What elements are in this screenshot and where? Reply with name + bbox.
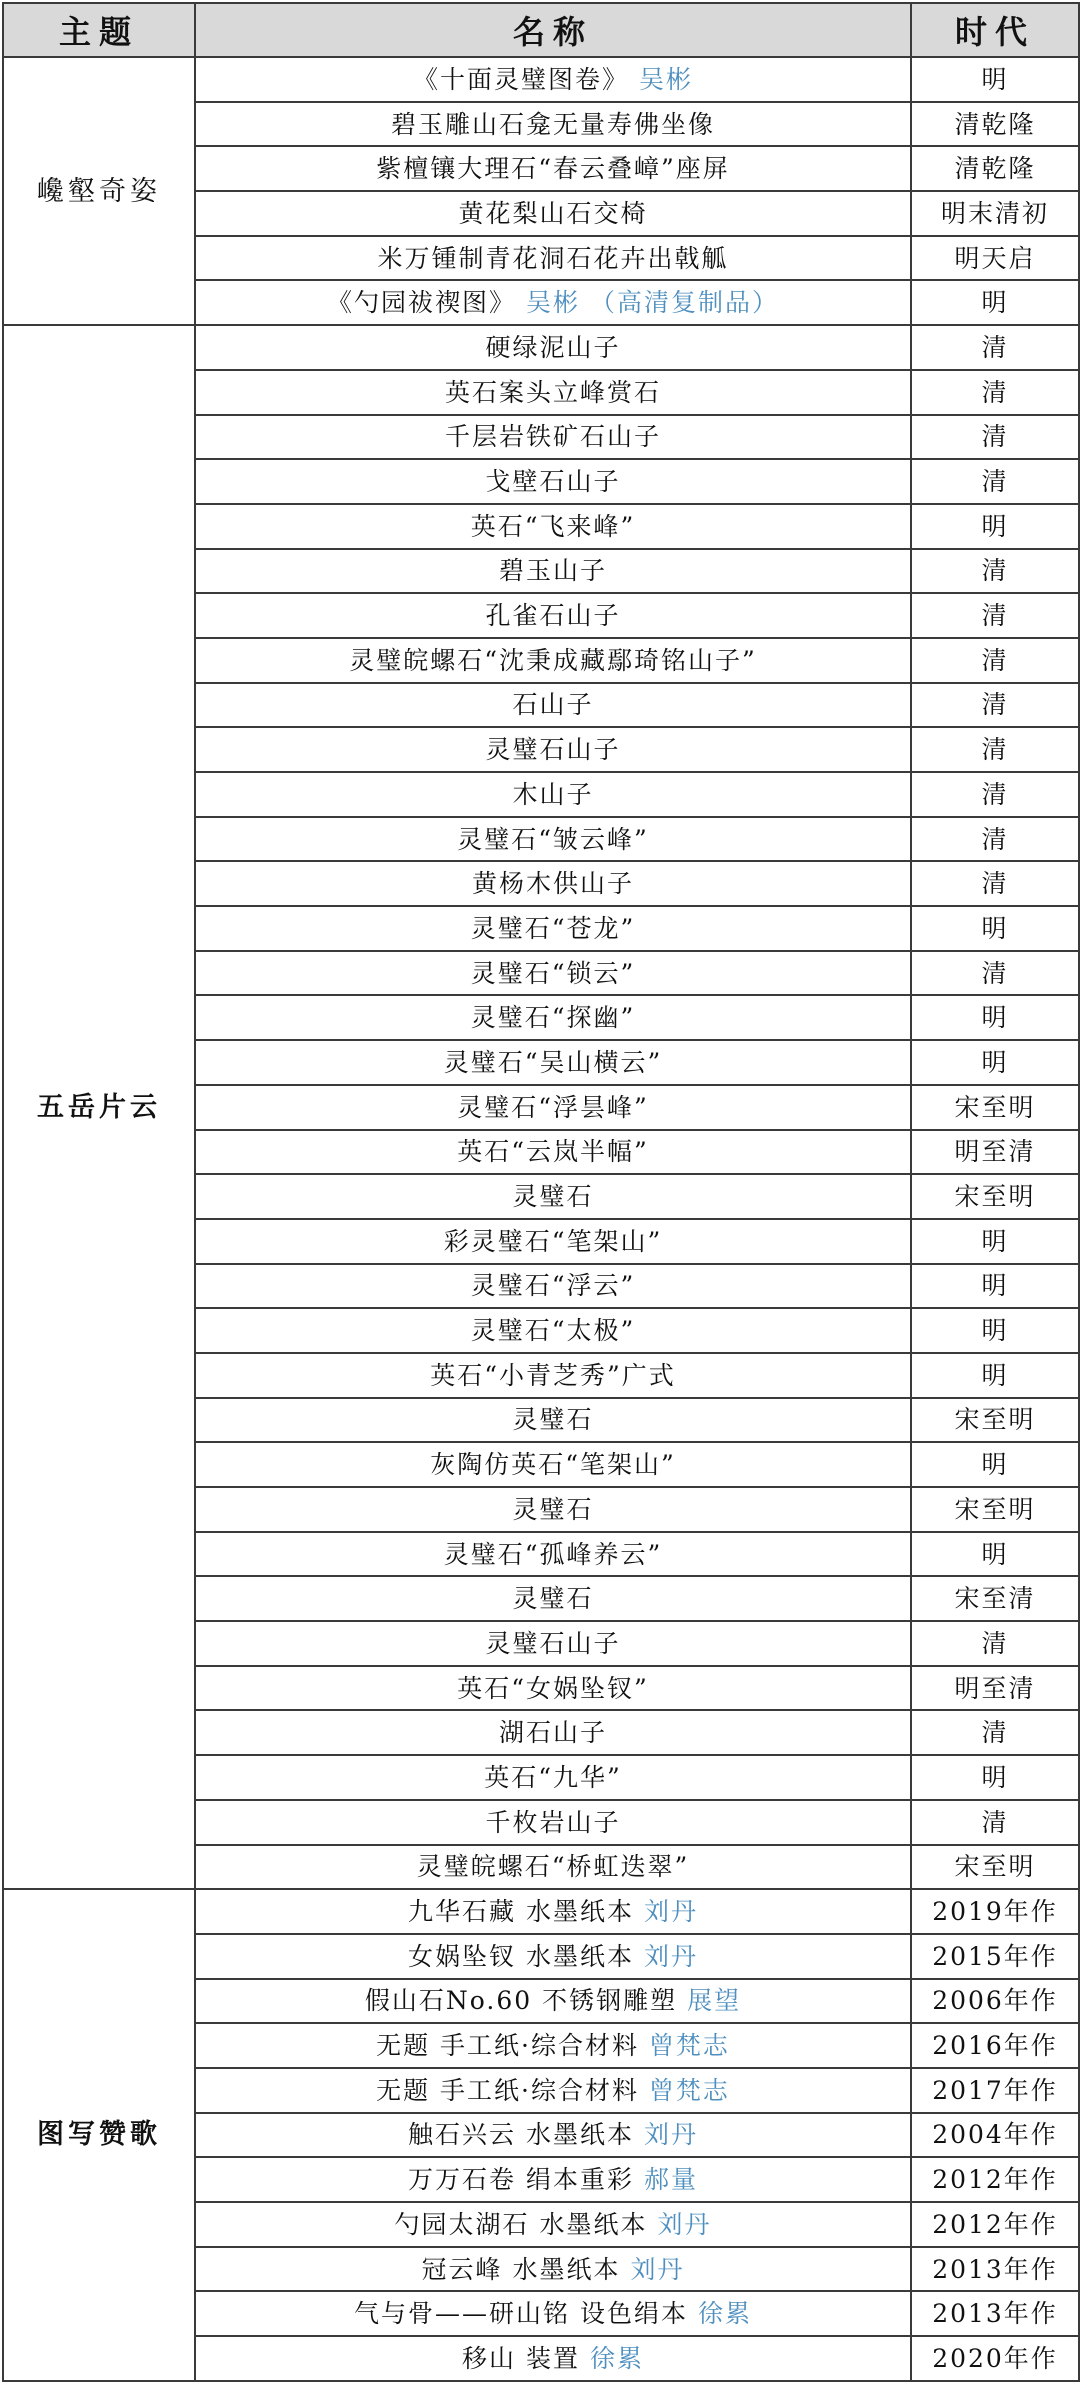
artist-name: 吴彬 （高清复制品） [526, 288, 779, 318]
item-name: 灵璧石“苍龙” [470, 913, 636, 943]
item-name-cell [195, 638, 911, 683]
item-name-cell [195, 459, 911, 504]
era-cell: 宋至明 [911, 1174, 1079, 1219]
item-name-cell [195, 146, 911, 191]
item-name-cell [195, 504, 911, 549]
artist-name: 刘丹 [643, 1897, 698, 1927]
item-name: 石山子 [512, 690, 594, 720]
item-name: 湖石山子 [498, 1718, 607, 1748]
item-name-cell [195, 727, 911, 772]
item-name-cell [195, 1576, 911, 1621]
item-name: 假山石No.60 不锈钢雕塑 [364, 1986, 678, 2016]
item-name: 冠云峰 水墨纸本 [421, 2254, 621, 2284]
item-name-cell [195, 861, 911, 906]
item-name-cell [195, 415, 911, 460]
item-name-cell [195, 1398, 911, 1443]
era-cell: 明 [911, 1755, 1079, 1800]
era-cell: 清 [911, 549, 1079, 594]
era-cell: 宋至明 [911, 1487, 1079, 1532]
item-name: 灵璧石“皱云峰” [457, 824, 649, 854]
item-name-cell [195, 1130, 911, 1175]
item-name: 碧玉雕山石龛无量寿佛坐像 [390, 109, 715, 139]
item-name: 移山 装置 [462, 2343, 580, 2373]
era-cell: 明 [911, 1353, 1079, 1398]
item-name-cell [195, 1845, 911, 1890]
item-name-cell [195, 191, 911, 236]
artist-name: 徐累 [697, 2299, 752, 2329]
artist-name: 刘丹 [630, 2254, 685, 2284]
era-cell: 宋至清 [911, 1576, 1079, 1621]
theme-cell: 五岳片云 [3, 325, 195, 1889]
item-name: 灵璧石“孤峰养云” [443, 1539, 663, 1569]
artist-name: 展望 [687, 1986, 742, 2016]
item-name-cell [195, 951, 911, 996]
era-cell: 2006年作 [911, 1979, 1079, 2024]
item-name: 灵璧石山子 [485, 735, 621, 765]
item-name-cell [195, 1979, 911, 2024]
item-name: 气与骨——研山铭 设色绢本 [354, 2299, 688, 2329]
item-name-cell [195, 1308, 911, 1353]
item-name: 灵璧皖螺石“桥虹迭翠” [416, 1852, 690, 1882]
item-name: 女娲坠钗 水墨纸本 [408, 1941, 634, 1971]
item-name: 《勺园祓禊图》 [327, 288, 517, 318]
item-name: 无题 手工纸·综合材料 [376, 2031, 639, 2061]
era-cell: 2020年作 [911, 2336, 1079, 2381]
item-name: 灰陶仿英石“笔架山” [430, 1450, 676, 1480]
item-name-cell [195, 236, 911, 281]
artist-name: 曾梵志 [648, 2031, 730, 2061]
era-cell: 明 [911, 1219, 1079, 1264]
item-name: 英石“女娲坠钗” [457, 1673, 649, 1703]
item-name-cell [195, 1755, 911, 1800]
item-name-cell [195, 1219, 911, 1264]
item-name-cell [195, 906, 911, 951]
item-name: 灵璧石 [512, 1405, 594, 1435]
item-name: 万万石卷 绢本重彩 [408, 2165, 634, 2195]
item-name: 木山子 [512, 779, 594, 809]
era-cell: 明 [911, 906, 1079, 951]
item-name: 《十面灵璧图卷》 [413, 64, 630, 94]
item-name: 灵璧石 [512, 1182, 594, 1212]
era-cell: 2019年作 [911, 1889, 1079, 1934]
item-name-cell [195, 2202, 911, 2247]
item-name-cell [195, 280, 911, 325]
item-name: 彩灵璧石“笔架山” [443, 1226, 663, 1256]
artist-name: 郝量 [643, 2165, 698, 2195]
artist-name: 刘丹 [643, 1941, 698, 1971]
item-name-cell [195, 1085, 911, 1130]
item-name: 戈壁石山子 [485, 467, 621, 497]
item-name-cell [195, 1800, 911, 1845]
artist-name: 吴彬 [638, 64, 693, 94]
item-name-cell [195, 57, 911, 102]
table-row [3, 325, 1079, 370]
era-cell: 宋至明 [911, 1085, 1079, 1130]
era-cell: 2015年作 [911, 1934, 1079, 1979]
item-name: 九华石藏 水墨纸本 [408, 1897, 634, 1927]
era-cell: 清乾隆 [911, 146, 1079, 191]
era-cell: 明 [911, 995, 1079, 1040]
item-name-cell [195, 1353, 911, 1398]
era-cell: 清 [911, 325, 1079, 370]
artist-name: 曾梵志 [648, 2075, 730, 2105]
collection-table-wrapper [2, 2, 1078, 2382]
era-cell: 清 [911, 370, 1079, 415]
item-name-cell [195, 325, 911, 370]
item-name: 灵璧石“锁云” [470, 958, 636, 988]
item-name: 千层岩铁矿石山子 [444, 422, 661, 452]
item-name: 米万锺制青花洞石花卉出戟觚 [377, 243, 729, 273]
item-name-cell [195, 2291, 911, 2336]
era-cell: 2017年作 [911, 2068, 1079, 2113]
item-name-cell [195, 995, 911, 1040]
era-cell: 清 [911, 951, 1079, 996]
item-name: 英石“云岚半幅” [457, 1137, 649, 1167]
era-cell: 清 [911, 727, 1079, 772]
item-name: 紫檀镶大理石“春云叠嶂”座屏 [376, 154, 730, 184]
item-name-cell [195, 370, 911, 415]
era-cell: 明天启 [911, 236, 1079, 281]
item-name-cell [195, 102, 911, 147]
item-name-cell [195, 593, 911, 638]
era-cell: 清 [911, 1710, 1079, 1755]
era-cell: 清 [911, 638, 1079, 683]
artist-name: 刘丹 [657, 2209, 712, 2239]
item-name-cell [195, 1621, 911, 1666]
item-name-cell [195, 549, 911, 594]
item-name: 灵璧石“浮云” [470, 1271, 636, 1301]
era-cell: 宋至明 [911, 1845, 1079, 1890]
era-cell: 清 [911, 1621, 1079, 1666]
item-name: 英石“飞来峰” [470, 511, 636, 541]
item-name-cell [195, 1666, 911, 1711]
item-name-cell [195, 2336, 911, 2381]
era-cell: 2012年作 [911, 2202, 1079, 2247]
item-name-cell [195, 772, 911, 817]
item-name: 灵璧石 [512, 1494, 594, 1524]
era-cell: 明至清 [911, 1130, 1079, 1175]
era-cell: 清 [911, 683, 1079, 728]
item-name-cell [195, 1487, 911, 1532]
item-name: 灵璧皖螺石“沈秉成藏鄢琦铭山子” [349, 645, 757, 675]
item-name-cell [195, 2068, 911, 2113]
item-name: 英石案头立峰赏石 [444, 377, 661, 407]
item-name: 千枚岩山子 [485, 1807, 621, 1837]
item-name: 碧玉山子 [498, 556, 607, 586]
era-cell: 2016年作 [911, 2023, 1079, 2068]
item-name: 灵璧石“探幽” [470, 1003, 636, 1033]
collection-table [2, 2, 1080, 2382]
era-cell: 明 [911, 1442, 1079, 1487]
theme-cell: 图写赞歌 [3, 1889, 195, 2381]
era-cell: 明 [911, 1040, 1079, 1085]
item-name: 灵璧石“太极” [470, 1316, 636, 1346]
item-name: 硬绿泥山子 [485, 332, 621, 362]
header-theme: 主题 [3, 3, 195, 57]
item-name-cell [195, 1442, 911, 1487]
item-name-cell [195, 683, 911, 728]
table-body [3, 57, 1079, 2381]
item-name-cell [195, 2247, 911, 2292]
item-name-cell [195, 1889, 911, 1934]
item-name: 勺园太湖石 水墨纸本 [394, 2209, 648, 2239]
item-name-cell [195, 1532, 911, 1577]
era-cell: 2013年作 [911, 2247, 1079, 2292]
table-row [3, 1889, 1079, 1934]
item-name-cell [195, 2157, 911, 2202]
header-era: 时代 [911, 3, 1079, 57]
table-row [3, 57, 1079, 102]
item-name: 孔雀石山子 [485, 601, 621, 631]
era-cell: 2012年作 [911, 2157, 1079, 2202]
item-name: 灵璧石山子 [485, 1628, 621, 1658]
era-cell: 明 [911, 1264, 1079, 1309]
era-cell: 明 [911, 280, 1079, 325]
item-name: 黄杨木供山子 [471, 869, 634, 899]
era-cell: 清 [911, 1800, 1079, 1845]
item-name: 英石“小青芝秀”广式 [430, 1360, 676, 1390]
item-name-cell [195, 1174, 911, 1219]
artist-name: 徐累 [589, 2343, 644, 2373]
era-cell: 清 [911, 817, 1079, 862]
item-name: 灵璧石 [512, 1584, 594, 1614]
item-name: 触石兴云 水墨纸本 [408, 2120, 634, 2150]
era-cell: 明末清初 [911, 191, 1079, 236]
theme-cell: 巉壑奇姿 [3, 57, 195, 325]
item-name: 英石“九华” [484, 1762, 622, 1792]
era-cell: 清 [911, 415, 1079, 460]
table-header-row [3, 3, 1079, 57]
item-name: 灵璧石“浮昙峰” [457, 1092, 649, 1122]
artist-name: 刘丹 [643, 2120, 698, 2150]
item-name-cell [195, 2113, 911, 2158]
era-cell: 明 [911, 1308, 1079, 1353]
item-name: 无题 手工纸·综合材料 [376, 2075, 639, 2105]
item-name-cell [195, 1040, 911, 1085]
header-name: 名称 [195, 3, 911, 57]
era-cell: 明至清 [911, 1666, 1079, 1711]
era-cell: 2004年作 [911, 2113, 1079, 2158]
era-cell: 清 [911, 459, 1079, 504]
item-name: 黄花梨山石交椅 [458, 198, 648, 228]
item-name-cell [195, 817, 911, 862]
era-cell: 清 [911, 772, 1079, 817]
item-name: 灵璧石“吴山横云” [443, 1047, 663, 1077]
item-name-cell [195, 1264, 911, 1309]
item-name-cell [195, 2023, 911, 2068]
era-cell: 明 [911, 57, 1079, 102]
era-cell: 明 [911, 504, 1079, 549]
era-cell: 清 [911, 593, 1079, 638]
era-cell: 清乾隆 [911, 102, 1079, 147]
era-cell: 宋至明 [911, 1398, 1079, 1443]
item-name-cell [195, 1710, 911, 1755]
era-cell: 清 [911, 861, 1079, 906]
item-name-cell [195, 1934, 911, 1979]
era-cell: 明 [911, 1532, 1079, 1577]
era-cell: 2013年作 [911, 2291, 1079, 2336]
